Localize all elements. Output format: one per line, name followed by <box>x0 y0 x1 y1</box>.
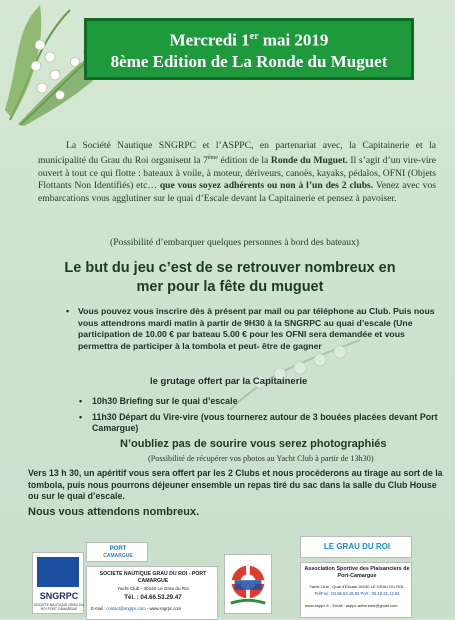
bullet-icon: • <box>66 306 70 316</box>
photo-note: (Possibilité de récupérer vos photos au Yacht Club à partir de 13h30) <box>148 454 374 463</box>
program-item <box>79 411 442 435</box>
program-item <box>79 396 442 408</box>
sngrpc-logo <box>32 552 84 614</box>
sngrpc-contact-card <box>86 566 218 620</box>
intro-superscript: ème <box>207 155 218 162</box>
sponsor-footer <box>0 520 455 618</box>
sngrpc-name: SOCIETE NAUTIQUE GRAU DU ROI - PORT CAMARGUE <box>99 571 207 584</box>
sngrpc-logo-label: SNGRPC <box>39 591 79 601</box>
intro-paragraph <box>38 140 436 205</box>
program-item-text: 10h30 Briefing sur le quai d’escale <box>92 396 238 406</box>
closing-line: Nous vous attendons nombreux. <box>28 506 200 518</box>
port-logo-label: PORT <box>109 546 127 552</box>
date-text: Mercredi 1 <box>169 30 250 50</box>
title-banner <box>84 18 414 80</box>
sngrpc-phone: Tél. : 04.66.53.29.47 <box>124 594 182 601</box>
bullet-icon: • <box>79 411 83 422</box>
sngrpc-website[interactable]: - www.sngrpc.com <box>145 606 182 611</box>
intro-text-3: Venez avec vos embarcations vous agglutiner sur le quai d’Escale devant la Capitainerie et pensez à pavoiser. <box>38 180 436 204</box>
sngrpc-email-link[interactable]: contact@sngrpc.com <box>106 606 146 611</box>
event-date <box>87 27 411 51</box>
registration-text: Vous pouvez vous inscrire dès à présent par mail ou par téléphone au Club. Puis nous vous attendrons mardi matin à partir de 9H30 à la SNGRPC au quai d’escale (Une participation de 10.00 € par bateau 5.00 € pour les OFNI sera demandée et vous permettra de participer à la tombola et peut- être de gagner <box>78 306 435 351</box>
date-superscript: er <box>249 31 259 42</box>
grau-logo-label: LE GRAU DU ROI <box>323 542 391 551</box>
registration-info <box>66 306 440 352</box>
port-camargue-logo <box>86 542 148 562</box>
sngrpc-logo-subtitle: SOCIETE NAUTIQUE GRAU DU ROI PORT CAMARGUE <box>34 603 84 611</box>
sngrpc-email-line <box>91 606 219 611</box>
port-logo-subtitle: CAMARGUE <box>103 553 133 559</box>
event-edition: 8ème Edition de La Ronde du Muguet <box>110 51 388 71</box>
intro-text-2: Il s’agit d’un vire-vire ouvert à tout ce qui flotte : bateaux à voile, à moteur, dériveurs, canoës, kayaks, pédalos, OFNI (Objets Flottants Non Identifiés) etc… <box>38 155 437 192</box>
asppc-web-email[interactable]: www.asppc.fr - Email : asppc.adherents@gmail.com <box>305 603 398 608</box>
intro-text-1b: édition de la <box>217 155 271 167</box>
event-name-bold: Ronde du Muguet. <box>270 155 348 167</box>
flag-icon <box>37 557 79 587</box>
program-item-text: 11h30 Départ du Vire-vire (vous tournerez autour de 3 bouées placées devant Port Camargue) <box>92 411 438 434</box>
bullet-icon: • <box>79 396 83 406</box>
asppc-name: Association Sportive des Plaisanciers de Port-Camargue <box>304 566 410 579</box>
goal-line-2: mer pour la fête du muguet <box>136 279 324 295</box>
goal-heading <box>20 259 440 297</box>
asppc-phone: Tel/Fax : 04.66.53.19.92 Port : 06.13.31.12.64 <box>314 591 400 596</box>
photo-heading: N’oubliez pas de sourire vous serez photographiés <box>120 438 387 450</box>
asppc-address: Yacht-Club - Quai d’Escale-30240 LE GRAU DU ROI- <box>309 584 405 589</box>
boarding-note: (Possibilité d’embarquer quelques personnes à bord des bateaux) <box>110 237 360 248</box>
crane-offer: le grutage offert par la Capitainerie <box>150 376 308 387</box>
aperitif-paragraph: Vers 13 h 30, un apéritif vous sera offert par les 2 Clubs et nous procéderons au tirage au sort de la tombola, puis nous pourrons déjeuner ensemble un repas tiré du sac dans la salle du Club House ou sur le quai d’escale. <box>28 468 443 502</box>
membership-note-bold: que vous soyez adhérents ou non à l’un des 2 clubs. <box>159 180 374 192</box>
goal-line-1: Le but du jeu c’est de se retrouver nombreux en <box>64 260 396 276</box>
asppc-contact-card <box>300 562 412 618</box>
sngrpc-address: Yacht Club - 30240 Le Grau du Roi <box>117 586 189 591</box>
program-list <box>79 396 442 439</box>
intro-text-1: La Société Nautique SNGRPC et l’ASPPC, en partenariat avec, la Capitainerie et la municipalité du Grau du Roi organisent la 7 <box>38 140 436 167</box>
lifebuoy-logo-icon <box>224 554 272 614</box>
grau-du-roi-logo <box>300 536 412 558</box>
date-text-end: mai 2019 <box>258 30 329 50</box>
email-label: E-mail : <box>91 606 107 611</box>
